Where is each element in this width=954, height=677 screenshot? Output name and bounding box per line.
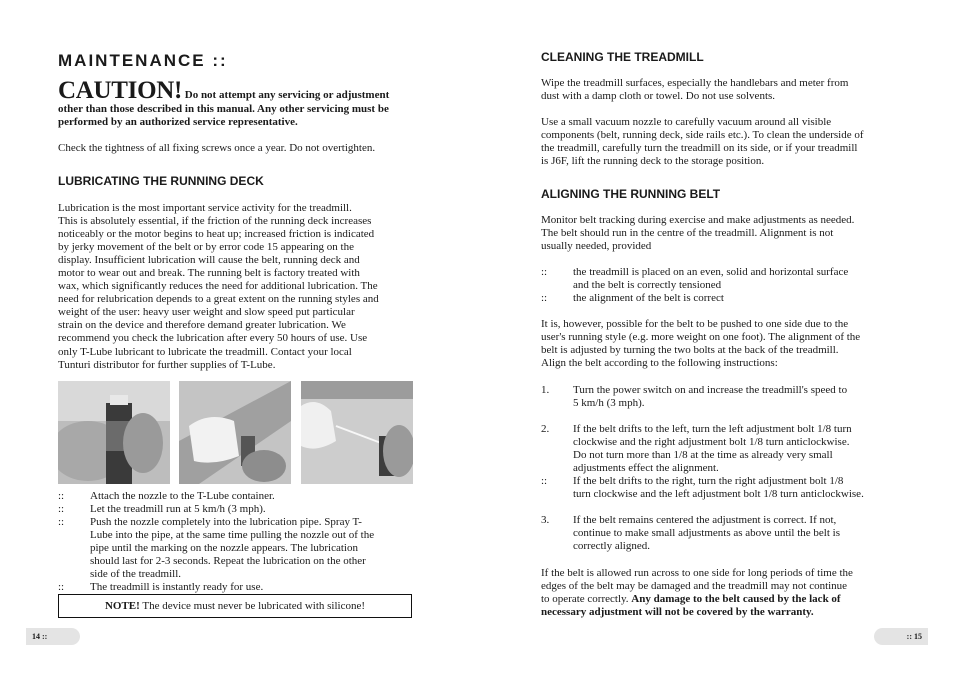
text-line: wax, which significantly reduces the need for additional lubrication. The bbox=[58, 280, 378, 293]
text-line: weight of the user: heavy user weight and slow speed put particular bbox=[58, 306, 355, 319]
text-line: noticeably or the motor begins to heat up; increased friction is indicated bbox=[58, 227, 375, 240]
list-item: :: the treadmill is placed on an even, solid and horizontal surface and the belt is correctly tensioned bbox=[541, 265, 849, 291]
lubrication-photos bbox=[58, 381, 414, 485]
text-line: by jerky movement of the belt or by error code 15 appearing on the bbox=[58, 240, 354, 253]
text-line: Lubrication is the most important service activity for the treadmill. bbox=[58, 201, 352, 214]
cleaning-paragraph-1 bbox=[541, 77, 901, 103]
photo-push-nozzle bbox=[179, 381, 291, 484]
maintenance-title: MAINTENANCE :: bbox=[58, 51, 228, 70]
text-line: the treadmill, carefully turn the treadmill on its side, or if your treadmill bbox=[541, 142, 858, 155]
list-item: 3. If the belt remains centered the adjustment is correct. If not, continue to make small adjustments as above until the belt is correctly aligned. bbox=[541, 514, 841, 553]
photo-attach-nozzle bbox=[58, 381, 170, 484]
text-line: edges of the belt may be damaged and the treadmill may not continue bbox=[541, 579, 848, 592]
note-text: The device must never be lubricated with silicone! bbox=[139, 600, 366, 612]
text-line: Tunturi distributor for further supplies of T-Lube. bbox=[58, 358, 276, 371]
text-line: to operate correctly. Any damage to the belt caused by the lack of bbox=[541, 592, 841, 605]
aligning-paragraph-2 bbox=[541, 318, 901, 370]
text-line: display. Insufficient lubrication will cause the belt, running deck and bbox=[58, 253, 360, 266]
text-line: Align the belt according to the following instructions: bbox=[541, 357, 778, 370]
text-line: Monitor belt tracking during exercise and make adjustments as needed. bbox=[541, 213, 855, 226]
list-item: 2. If the belt drifts to the left, turn the left adjustment bolt 1/8 turn clockwise and the right adjustment bolt 1/8 turn anticlockwise. Do not turn more than 1/8 at the time as already very small adjustments effect the alignment. bbox=[541, 422, 852, 474]
text-line: user's running style (e.g. more weight on one foot). The alignment of the bbox=[541, 331, 861, 344]
text-line: This is absolutely essential, if the friction of the running deck increases bbox=[58, 214, 372, 227]
text-line: It is, however, possible for the belt to be pushed to one side due to the bbox=[541, 318, 849, 331]
check-screws-text: Check the tightness of all fixing screws once a year. Do not overtighten. bbox=[58, 142, 376, 155]
list-item: :: Push the nozzle completely into the lubrication pipe. Spray T- Lube into the pipe, at the same time pulling the nozzle out of the pipe until the marking on the nozzle appears. The lubrication should last for 2-3 seconds. Repeat the lubrication on the other side of the treadmill. bbox=[58, 515, 375, 581]
left-page bbox=[58, 50, 414, 594]
right-page bbox=[541, 50, 901, 619]
note-box bbox=[58, 594, 412, 618]
list-item: :: The treadmill is instantly ready for use. bbox=[58, 581, 264, 594]
lubricating-paragraph bbox=[58, 202, 414, 372]
list-item: :: the alignment of the belt is correct bbox=[541, 292, 724, 305]
text-line: The belt should run in the centre of the treadmill. Alignment is not bbox=[541, 226, 834, 239]
list-item: 1. Turn the power switch on and increase the treadmill's speed to 5 km/h (3 mph). bbox=[541, 383, 848, 409]
cleaning-heading: CLEANING THE TREADMILL bbox=[541, 50, 704, 64]
text-line: is J6F, lift the running deck to the storage position. bbox=[541, 155, 765, 168]
aligning-heading: ALIGNING THE RUNNING BELT bbox=[541, 186, 721, 201]
warranty-paragraph bbox=[541, 567, 901, 619]
warranty-bold-text: Any damage to the belt caused by the lack of bbox=[631, 592, 841, 605]
text-line: usually needed, provided bbox=[541, 239, 652, 252]
page-number-right: :: 15 bbox=[874, 628, 928, 645]
lubricating-heading: LUBRICATING THE RUNNING DECK bbox=[58, 173, 264, 188]
caution-text: Do not attempt any servicing or adjustment other than those described in this manual. Any other servicing must be performed by an authorized service representative. bbox=[58, 89, 390, 129]
text-line: components (belt, running deck, side rails etc.). To clean the underside of bbox=[541, 129, 864, 142]
alignment-instructions bbox=[541, 384, 901, 554]
text-line: need for relubrication depends to a great extent on the running styles and bbox=[58, 293, 379, 306]
lubrication-steps bbox=[58, 490, 414, 595]
text-line: necessary adjustment will not be covered by the warranty. bbox=[541, 605, 814, 618]
list-item: :: Let the treadmill run at 5 km/h (3 mph). bbox=[58, 502, 266, 515]
list-item: :: If the belt drifts to the right, turn the right adjustment bolt 1/8 turn clockwise and the left adjustment bolt 1/8 turn anticlockwise. bbox=[541, 475, 864, 501]
page-number-left: 14 :: bbox=[26, 628, 80, 645]
text-line: belt is adjusted by turning the two bolts at the back of the treadmill. bbox=[541, 344, 839, 357]
note-label: NOTE! bbox=[104, 600, 140, 612]
text-line: Use a small vacuum nozzle to carefully vacuum around all visible bbox=[541, 116, 832, 129]
caution-block bbox=[58, 79, 414, 129]
text-line: If the belt is allowed run across to one side for long periods of time the bbox=[541, 566, 853, 579]
alignment-conditions bbox=[541, 266, 901, 305]
caution-word: CAUTION! bbox=[58, 77, 182, 104]
cleaning-paragraph-2 bbox=[541, 116, 901, 168]
list-item: :: Attach the nozzle to the T-Lube container. bbox=[58, 489, 275, 502]
photo-spray-lube bbox=[301, 381, 413, 484]
aligning-paragraph-1 bbox=[541, 214, 901, 253]
text-line: only T-Lube lubricant to lubricate the treadmill. Contact your local bbox=[58, 345, 352, 358]
text-line: dust with a damp cloth or towel. Do not use solvents. bbox=[541, 90, 776, 103]
text-line: motor to wear out and break. The running belt is factory treated with bbox=[58, 266, 360, 279]
text-line: Wipe the treadmill surfaces, especially the handlebars and meter from bbox=[541, 77, 849, 89]
text-line: recommend you check the lubrication after every 50 hours of use. Use bbox=[58, 332, 368, 345]
text-line: strain on the device and therefore demand greater lubrication. We bbox=[58, 319, 346, 332]
